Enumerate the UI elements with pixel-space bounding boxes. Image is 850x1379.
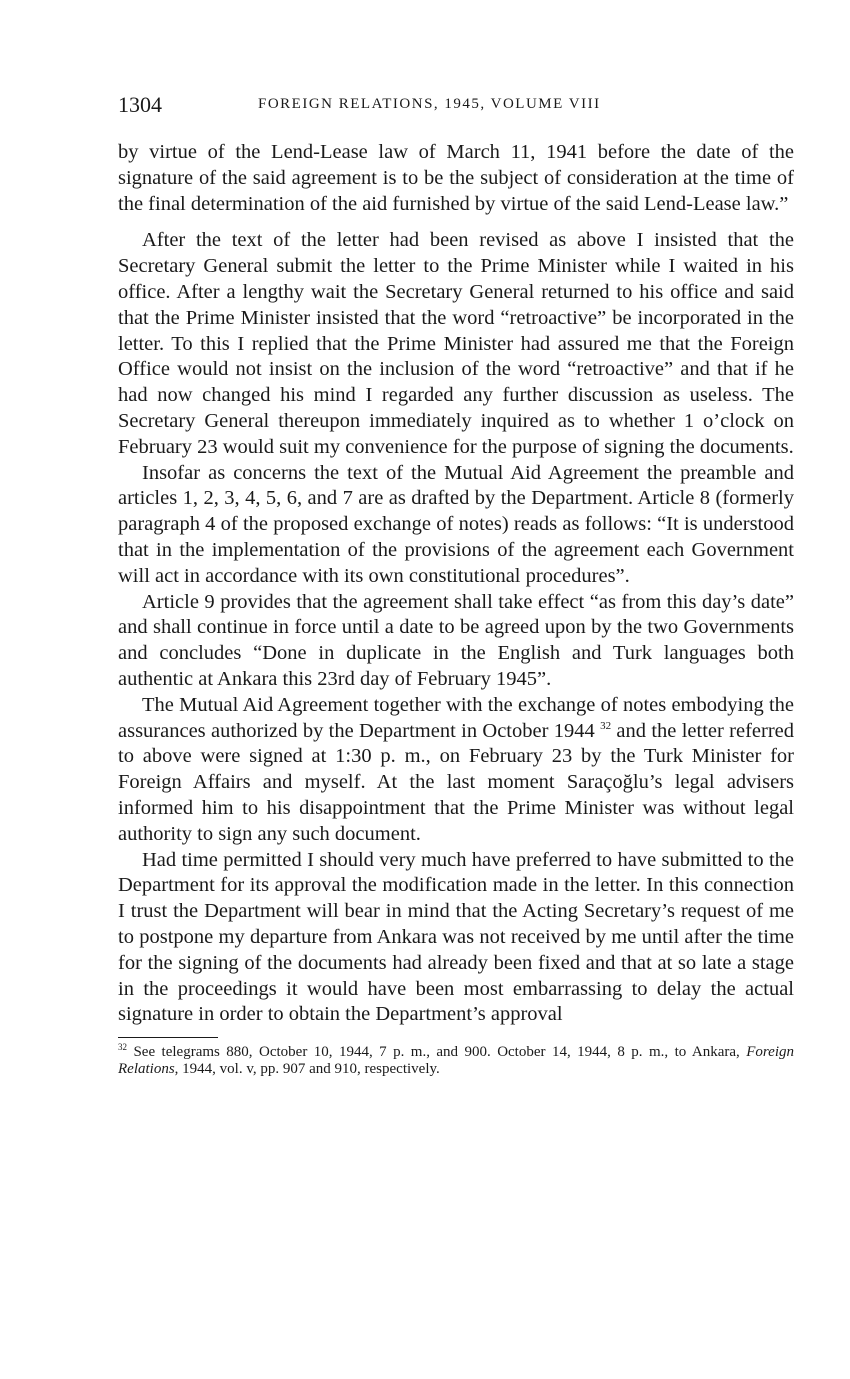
footnote-reference: 32 (600, 719, 612, 732)
paragraph: Article 9 provides that the agreement shall take effect “as from this day’s date” and shall continue in force until a date to be agreed upon by the two Governments and concludes “Done in duplicate in the English and Turk languages both authentic at Ankara this 23rd day of February 1945”. (118, 590, 794, 690)
footnote (118, 1044, 794, 1078)
paragraph-text: The Mutual Aid Agreement together with the exchange of notes embodying the assurances authorized by the Department in October 1944 (118, 693, 794, 742)
document-page (118, 92, 794, 1078)
paragraph-continuation: by virtue of the Lend-Lease law of March 11, 1941 before the date of the signature of the said agreement is to be the subject of consideration at the time of the final determination of the aid furnished by virtue of the said Lend-Lease law.” (118, 141, 794, 215)
footnote-text: , 1944, vol. v, pp. 907 and 910, respectively. (174, 1061, 440, 1078)
body-text (118, 140, 794, 1028)
paragraph-text: and the letter referred to above were signed at 1:30 p. m., on February 23 by the Turk Minister for Foreign Affairs and myself. At the last moment Saraçoğlu’s legal advisers informed him to his disappointment that the Prime Minister was without legal authority to sign any such document. (118, 719, 794, 845)
running-head: FOREIGN RELATIONS, 1945, VOLUME VIII (258, 96, 601, 112)
paragraph: After the text of the letter had been revised as above I insisted that the Secretary General submit the letter to the Prime Minister while I waited in his office. After a lengthy wait the Secretary General returned to his office and said that the Prime Minister insisted that the word “retroactive” be incorporated in the letter. To this I replied that the Prime Minister had assured me that the Foreign Office would not insist on the inclusion of the word “retroactive” and that if he had now changed his mind I regarded any further discussion as useless. The Secretary General thereupon immediately inquired as to whether 1 o’clock on February 23 would suit my convenience for the purpose of signing the documents. (118, 229, 794, 458)
page-header (118, 92, 794, 122)
footnote-mark: 32 (118, 1042, 127, 1053)
footnote-divider (118, 1037, 218, 1038)
paragraph: Insofar as concerns the text of the Mutual Aid Agreement the preamble and articles 1, 2, 3, 4, 5, 6, and 7 are as drafted by the Department. Article 8 (formerly paragraph 4 of the proposed exchange of notes) reads as follows: “It is understood that in the implementation of the provisions of the agreement each Government will act in accordance with its own constitutional procedures”. (118, 461, 794, 587)
paragraph (118, 693, 794, 848)
footnote-title: Foreign Relations (118, 1044, 794, 1078)
paragraph: Had time permitted I should very much have preferred to have submitted to the Department for its approval the modification made in the letter. In this connection I trust the Department will bear in mind that the Acting Secretary’s request of me to postpone my departure from Ankara was not received by me until after the time for the signing of the documents had already been fixed and that at so late a stage in the proceedings it would have been most embarrassing to delay the actual signature in order to obtain the Department’s approval (118, 848, 794, 1026)
footnote-text: See telegrams 880, October 10, 1944, 7 p. m., and 900. October 14, 1944, 8 p. m., to Ankara, (127, 1044, 747, 1061)
page-number: 1304 (118, 92, 162, 117)
